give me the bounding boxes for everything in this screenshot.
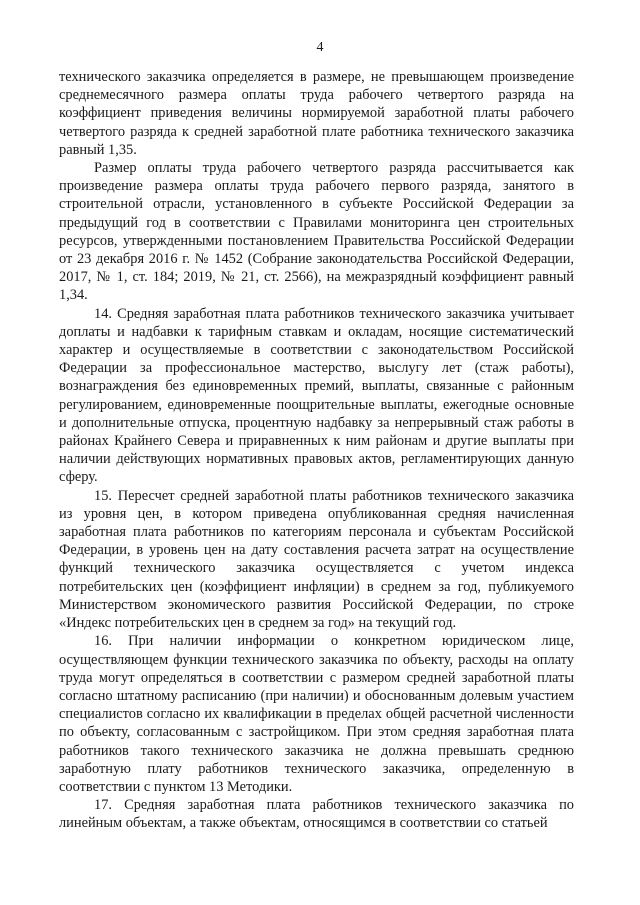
paragraph-16: 16. При наличии информации о конкретном юридическом лице, осуществляющем функции технического заказчика по объекту, расходы на оплату труда могут определяться в соответствии с размером средней заработной платы согласно штатному расписанию (при наличии) и обоснованным долевым участием специалистов согласно их квалификации в пределах общей расчетной численности по объекту, согласованным с застройщиком. При этом средняя заработная плата работников такого технического заказчика не должна превышать среднюю заработную плату работников технического заказчика, определенную в соответствии с пунктом 13 Методики. — [59, 633, 574, 795]
page-number: 4 — [316, 40, 324, 55]
paragraph-17: 17. Средняя заработная плата работников технического заказчика по линейным объектам, а также объектам, относящимся в соответствии со статьей — [59, 797, 574, 832]
paragraph-continuation: технического заказчика определяется в размере, не превышающем произведение среднемесячного размера оплаты труда рабочего четвертого разряда на коэффициент приведения величины нормируемой заработной платы рабочего четвертого разряда к средней заработной плате работника технического заказчика равный 1,35. — [59, 69, 574, 158]
document-body — [59, 68, 574, 833]
paragraph-14: 14. Средняя заработная плата работников технического заказчика учитывает доплаты и надбавки к тарифным ставкам и окладам, носящие систематический характер и осуществляемые в соответствии с законодательством Российской Федерации за профессиональное мастерство, выслугу лет (стаж работы), вознаграждения без единовременных премий, выплаты, связанные с районным регулированием, единовременные поощрительные выплаты, ежегодные основные и дополнительные отпуска, процентную надбавку за непрерывный стаж работы в районах Крайнего Севера и приравненных к ним районам и другие выплаты при наличии действующих нормативных правовых актов, регламентирующих данную сферу. — [59, 305, 574, 486]
paragraph-wage-rate: Размер оплаты труда рабочего четвертого разряда рассчитывается как произведение размера оплаты труда рабочего первого разряда, занятого в строительной отрасли, установленного в субъекте Российской Федерации за предыдущий год в соответствии с Правилами мониторинга цен строительных ресурсов, утвержденными постановлением Правительства Российской Федерации от 23 декабря 2016 г. № 1452 (Собрание законодательства Российской Федерации, 2017, № 1, ст. 184; 2019, № 21, ст. 2566), на межразрядный коэффициент равный 1,34. — [59, 160, 574, 304]
paragraph-15: 15. Пересчет средней заработной платы работников технического заказчика из уровня цен, в котором приведена опубликованная средняя начисленная заработная плата работников по категориям персонала и субъектам Российской Федерации, в уровень цен на дату составления расчета затрат на осуществление функций технического заказчика осуществляется с учетом индекса потребительских цен (коэффициент инфляции) в среднем за год, публикуемого Министерством экономического развития Российской Федерации, по строке «Индекс потребительских цен в среднем за год» на текущий год. — [59, 487, 574, 632]
